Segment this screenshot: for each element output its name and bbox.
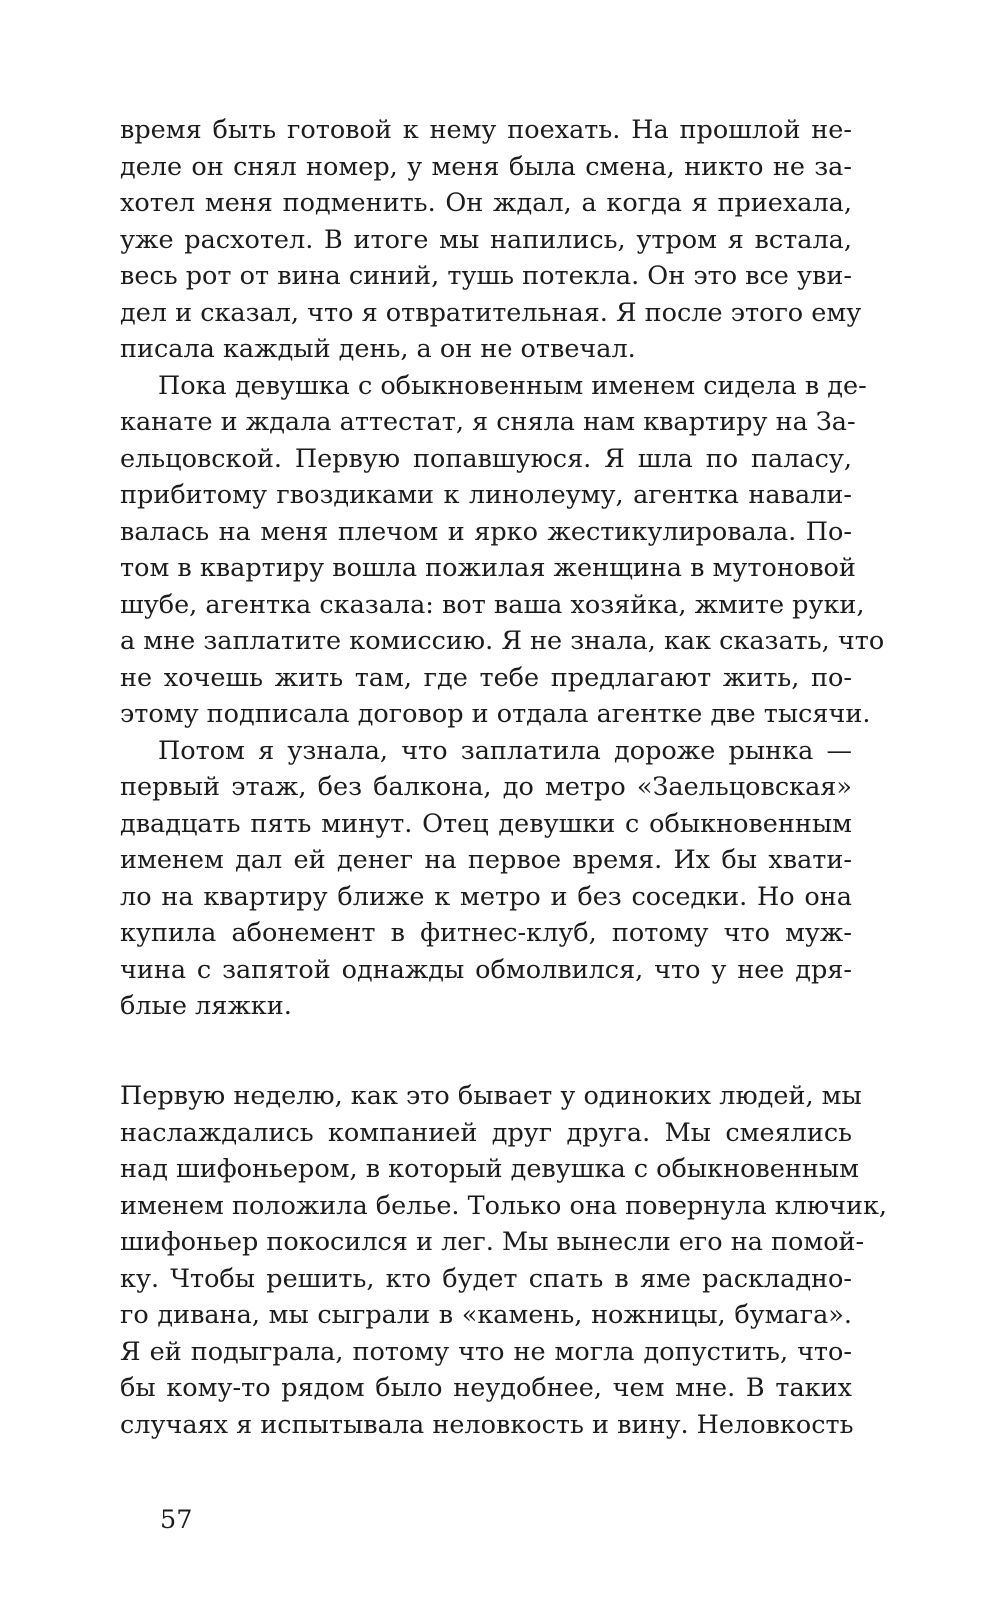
text-line: уже расхотел. В итоге мы напились, утром я встала, bbox=[120, 224, 852, 255]
text-line: Я ей подыграла, потому что не могла допустить, что- bbox=[120, 1336, 852, 1367]
text-section-1 bbox=[120, 112, 885, 1025]
text-line: случаях я испытывала неловкость и вину. Неловкость bbox=[120, 1409, 854, 1440]
text-line: время быть готовой к нему поехать. На прошлой не- bbox=[120, 115, 852, 145]
text-line: прибитому гвоздиками к линолеуму, агентка навали- bbox=[120, 480, 852, 510]
text-line: чина с запятой однажды обмолвился, что у нее дря- bbox=[120, 954, 852, 985]
text-line: ло на квартиру ближе к метро и без соседки. Но она bbox=[120, 881, 852, 912]
text-line: именем дал ей денег на первое время. Их бы хвати- bbox=[120, 845, 852, 875]
text-line: купила абонемент в фитнес-клуб, потому что муж- bbox=[120, 918, 852, 948]
text-line: валась на меня плечом и ярко жестикулировала. По- bbox=[120, 516, 852, 547]
text-section-2 bbox=[120, 1078, 887, 1443]
text-line: Пока девушка с обыкновенным именем сидела в де- bbox=[158, 370, 867, 401]
text-line: шифоньер покосился и лег. Мы вынесли его на помой- bbox=[120, 1227, 865, 1257]
text-line: двадцать пять минут. Отец девушки с обыкновенным bbox=[120, 808, 852, 839]
text-line: том в квартиру вошла пожилая женщина в мутоновой bbox=[120, 553, 856, 583]
text-line: ку. Чтобы решить, кто будет спать в яме раскладно- bbox=[120, 1263, 852, 1294]
text-line: наслаждались компанией друг друга. Мы смеялись bbox=[120, 1117, 852, 1148]
text-line: бы кому-то рядом было неудобнее, чем мне. В таких bbox=[120, 1373, 852, 1403]
text-line: Потом я узнала, что заплатила дороже рынка — bbox=[158, 735, 852, 766]
text-line: деле он снял номер, у меня была смена, никто не за- bbox=[120, 151, 852, 182]
text-line: хотел меня подменить. Он ждал, а когда я приехала, bbox=[120, 188, 852, 218]
text-line: го дивана, мы сыграли в «камень, ножницы, бумага». bbox=[120, 1300, 852, 1330]
text-line: ельцовской. Первую попавшуюся. Я шла по паласу, bbox=[120, 443, 852, 474]
text-line: весь рот от вина синий, тушь потекла. Он это все уви- bbox=[120, 261, 852, 291]
text-line: а мне заплатите комиссию. Я не знала, как сказать, что bbox=[120, 626, 885, 656]
text-line: не хочешь жить там, где тебе предлагают жить, по- bbox=[120, 662, 852, 693]
text-line: шубе, агентка сказала: вот ваша хозяйка, жмите руки, bbox=[120, 589, 865, 620]
page-number: 57 bbox=[160, 1505, 193, 1535]
text-line: канате и ждала аттестат, я сняла нам квартиру на За- bbox=[120, 407, 856, 437]
text-line: Первую неделю, как это бывает у одиноких людей, мы bbox=[120, 1081, 862, 1111]
text-line: над шифоньером, в который девушка с обыкновенным bbox=[120, 1154, 859, 1184]
text-line: именем положила белье. Только она повернула ключик, bbox=[120, 1190, 887, 1221]
text-line: дел и сказал, что я отвратительная. Я после этого ему bbox=[120, 297, 862, 328]
text-line: первый этаж, без балкона, до метро «Заельцовская» bbox=[120, 772, 852, 802]
text-line: блые ляжки. bbox=[120, 991, 292, 1021]
text-line: писала каждый день, а он не отвечал. bbox=[120, 334, 636, 364]
text-line: этому подписала договор и отдала агентке две тысячи. bbox=[120, 699, 871, 729]
